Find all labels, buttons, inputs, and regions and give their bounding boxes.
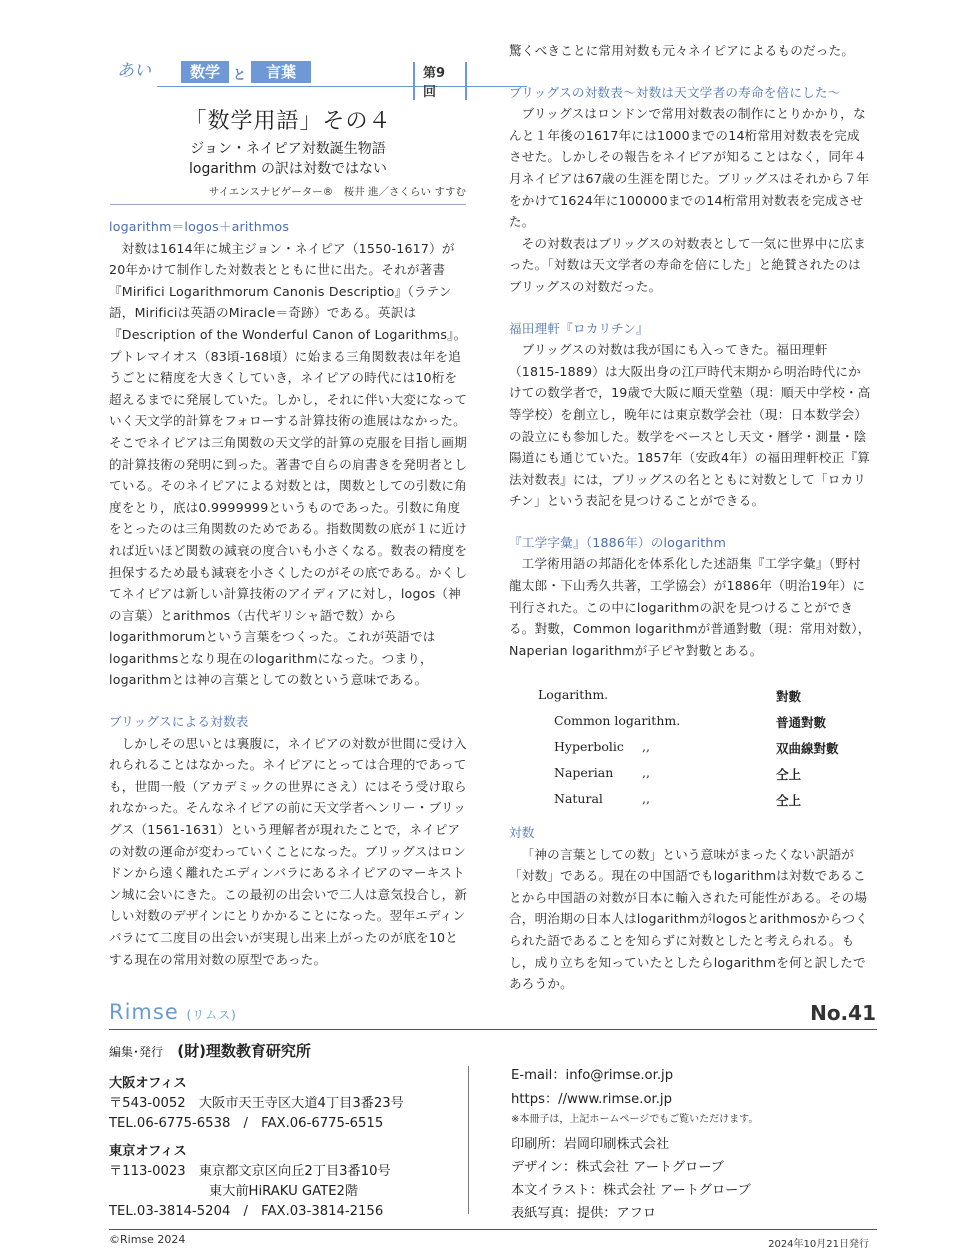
dict-row-en: Natural xyxy=(554,791,603,806)
bottom-rule xyxy=(109,1229,877,1230)
paragraph-continuation: 驚くべきことに常用対数も元々ネイピアによるものだった。 xyxy=(509,43,855,58)
publish-date: 2024年10月21日発行 xyxy=(768,1239,869,1250)
contact-info xyxy=(511,1066,871,1225)
article-subtitle-2: logarithm の訳は対数ではない xyxy=(188,161,388,177)
brand-logo xyxy=(109,1000,237,1024)
paragraph-napier: 対数は1614年に城主ジョン・ネイピア（1550-1617）が20年かけて制作した対数表とともに世に出た。それが著書『Mirifici Logarithmorum Canonis Descriptio』（ラテン語，Mirificiは英語のMiracle＝奇跡）である。英訳は『Description of the Wonderful Canon of Logarithms』。プトレマイオス（83頃-168頃）に始まる三角関数表は年を追うごとに精度を大きくしていき，ネイピアの時代には10桁を超えるまでに発展していた。しかし，それに伴い大変になっていく天文学的計算をフォローする計算技術の進展はなかった。そこでネイピアは三角関数の天文学的計算の克服を目指し画期的計算技術の発明に到った。著書で自らの肩書きを発明者としている。そのネイピアによる対数とは，関数としての引数に角度をとり，底は0.9999999というものであった。引数に角度をとったのは三角関数のためである。指数関数の底が１に近ければ近いほど関数の減衰の度合いも小さくなる。数表の精度を担保するため最も減衰を小さくしたのがその底である。かくしてネイピアは新しい計算技術のアイディアに対し，logos（神の言葉）とarithmos（古代ギリシャ語で数）からlogarithmorumという言葉をつくった。これが英語ではlogarithmsとなり現在のlogarithmになった。つまり，logarithmとは神の言葉としての数という意味である。 xyxy=(109,240,468,688)
publisher-label: 編集･発行 xyxy=(109,1045,164,1059)
cover-photo-credit: 表紙写真：提供：アフロ xyxy=(511,1206,657,1221)
tokyo-office-building: 東大前HiRAKU GATE2階 xyxy=(209,1184,359,1199)
paragraph-kogaku: 工学術用語の邦語化を体系化した述語集『工学字彙』（野村龍太郎・下山秀久共著，工学協会）が1886年（明治19年）に刊行された。この中にlogarithmの訳を見つけることができる。對數，Common logarithmが普通對數（現：常用対数），Naperian logarithmが子ピヤ對數とある。 xyxy=(509,556,871,658)
series-logo-rule xyxy=(157,86,527,87)
dict-row-en: Common logarithm. xyxy=(554,713,681,728)
section-heading-logarithm: logarithm＝logos＋arithmos xyxy=(109,219,290,234)
paragraph-briggs-meeting: しかしその思いとは裏腹に，ネイピアの対数が世間に受け入れられることはなかった。ネイピアにとっては合理的であっても，世間一般（アカデミックの世界にさえ）にはそう受け取られなかった。そんなネイピアの前に天文学者ヘンリー・ブリッグス（1561-1631）という理解者が現れたことで，ネイピアの対数の運命が変わっていくことになった。ブリッグスはロンドンから遠く離れたエディンバラにあるネイピアのマーキストン城に会いにきた。この最初の出会いで二人は意気投合し，新しい対数のデザインにとりかかることになった。翌年エディンバラにて二度目の出会いが実現し出来上がったのが底を10とする現在の常用対数の原型であった。 xyxy=(109,735,468,967)
dict-row-jp: 對數 xyxy=(776,689,802,704)
section-heading-fukuda: 福田理軒『ロカリチン』 xyxy=(509,320,649,336)
article-title: 「数学用語」その４ xyxy=(184,109,392,134)
section-heading-taisu: 対数 xyxy=(509,825,535,840)
paragraph-briggs-spread: その対数表はブリッグスの対数表として一気に世界中に広まった。「対数は天文学者の寿命を倍にした」と絶賛されたのはブリッグスの対数だった。 xyxy=(509,235,866,294)
dict-row-mark: ,, xyxy=(642,765,650,780)
email[interactable]: E-mail：info@rimse.or.jp xyxy=(511,1068,674,1083)
brand-kana: (リムス) xyxy=(186,1008,237,1022)
series-logo-math: 数学 xyxy=(181,61,229,83)
dict-row-jp: 仝上 xyxy=(776,793,802,808)
right-column-lower xyxy=(509,822,871,995)
article-subtitle-1: ジョン・ネイピア対数誕生物語 xyxy=(190,141,386,157)
dict-row-jp: 普通對數 xyxy=(776,715,827,730)
printer: 印刷所：岩岡印刷株式会社 xyxy=(511,1137,670,1152)
dict-row-en: Logarithm. xyxy=(538,687,609,702)
series-logo xyxy=(117,56,467,100)
series-logo-and: と xyxy=(233,68,247,83)
brand-name: Rimse xyxy=(109,1000,179,1024)
issue-no: No.41 xyxy=(810,1001,876,1025)
left-column xyxy=(109,216,469,970)
dict-row-jp: 双曲線對數 xyxy=(776,741,839,756)
osaka-office-title: 大阪オフィス xyxy=(109,1076,187,1091)
header-divider xyxy=(110,204,466,205)
paragraph-fukuda: ブリッグスの対数は我が国にも入ってきた。福田理軒（1815-1889）は大阪出身の江戸時代末期から明治時代にかけての数学者で，19歳で大阪に順天堂塾（現：順天中学校・高等学校）を創立し，晩年には東京数学会社（現：日本数学会）の設立にも参加した。数学をベースとし天文・暦学・測量・陰陽道にも通じていた。1857年（安政4年）の福田理軒校正『算法対数表』には，ブリッグスの名とともに対数として「ロカリチン」という表記を見つけることができる。 xyxy=(509,342,871,509)
website-url[interactable]: https：//www.rimse.or.jp xyxy=(511,1092,672,1107)
issue-number: 第9回 xyxy=(413,62,467,100)
office-info xyxy=(109,1074,459,1222)
copyright: ©Rimse 2024 xyxy=(109,1233,186,1246)
section-heading-briggs: ブリッグスによる対数表 xyxy=(109,714,249,730)
osaka-office-tel: TEL.06-6775-6538 / FAX.06-6775-6515 xyxy=(109,1116,384,1131)
paragraph-taisu: 「神の言葉としての数」という意味がまったくない訳語が「対数」である。現在の中国語でもlogarithmは対数であることから中国語の対数が日本に輸入された可能性がある。その場合，明治期の日本人はlogarithmがlogosとarithmosからつくられた語であることを知らずに対数としたと考えられる。もし，成り立ちを知っていたとしたらlogarithmを何と訳したであろうか。 xyxy=(509,846,869,992)
series-logo-ai: あい xyxy=(117,61,151,81)
section-heading-briggs-table: ブリッグスの対数表～対数は天文学者の寿命を倍にした～ xyxy=(509,84,841,100)
publisher-line xyxy=(109,1041,311,1063)
dict-row-en: Hyperbolic xyxy=(554,739,624,754)
paragraph-briggs-table: ブリッグスはロンドンで常用対数表の制作にとりかかり，なんと１年後の1617年には1000までの14桁常用対数表を完成させた。しかしその報告をネイピアが知ることはなく，同年４月ネイピアは67歳の生涯を閉じた。ブリッグスはそれから７年をかけて1624年に100000までの14桁常用対数表を完成させた。 xyxy=(509,106,870,230)
tokyo-office-title: 東京オフィス xyxy=(109,1144,187,1159)
dict-row-en: Naperian xyxy=(554,765,614,780)
right-column xyxy=(509,40,871,661)
footer-rule xyxy=(109,1029,877,1030)
section-heading-kogaku: 『工学字彙』（1886年）のlogarithm xyxy=(509,534,727,550)
website-note: ※本冊子は，上記ホームページでもご覧いただけます。 xyxy=(511,1114,759,1125)
author-line: サイエンスナビゲーター® 桜井 進／さくらい すすむ xyxy=(208,186,466,198)
dict-row-jp: 仝上 xyxy=(776,767,802,782)
tokyo-office-tel: TEL.03-3814-5204 / FAX.03-3814-2156 xyxy=(109,1204,384,1219)
osaka-office-address: 〒543-0052 大阪市天王寺区大道4丁目3番23号 xyxy=(109,1096,404,1111)
footer-divider xyxy=(468,1066,469,1214)
dict-row-mark: ,, xyxy=(642,791,650,806)
dictionary-excerpt xyxy=(538,683,868,813)
illustration-credit: 本文イラスト：株式会社 アートグローブ xyxy=(511,1183,751,1198)
design-credit: デザイン：株式会社 アートグローブ xyxy=(511,1160,724,1175)
series-logo-words: 言葉 xyxy=(251,61,311,83)
dict-row-mark: ,, xyxy=(642,739,650,754)
tokyo-office-address: 〒113-0023 東京都文京区向丘2丁目3番10号 xyxy=(109,1164,391,1179)
publisher-name: (財)理数教育研究所 xyxy=(177,1042,311,1060)
